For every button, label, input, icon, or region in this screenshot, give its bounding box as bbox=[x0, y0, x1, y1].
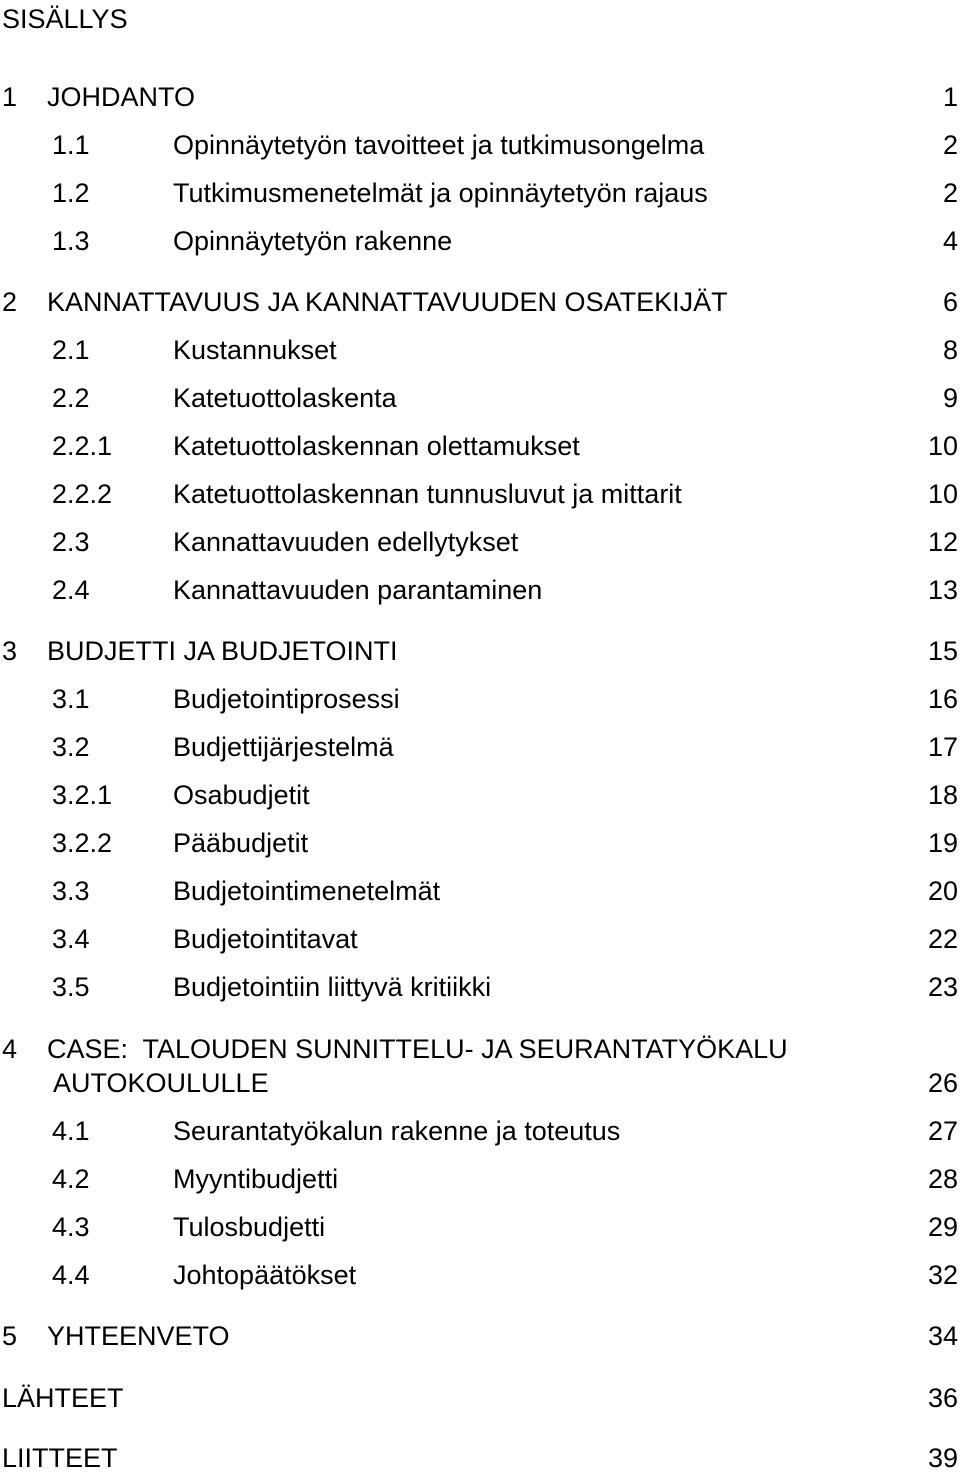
toc-entry-page: 10 bbox=[927, 479, 958, 509]
toc-entry bbox=[0, 778, 960, 812]
toc-entry-page: 17 bbox=[927, 732, 958, 762]
toc-entry-label-line1: CASE: TALOUDEN SUNNITTELU- JA SEURANTATYÖKALU bbox=[47, 1034, 788, 1064]
toc-entry-label: YHTEENVETO bbox=[47, 1321, 230, 1351]
toc-entry-label: Johtopäätökset bbox=[173, 1260, 357, 1290]
page-title: SISÄLLYS bbox=[2, 4, 128, 34]
toc-entry bbox=[0, 1162, 960, 1196]
toc-entry-page: 26 bbox=[927, 1068, 958, 1098]
toc-entry-number: 2.3 bbox=[52, 527, 90, 557]
toc-entry-page: 39 bbox=[927, 1443, 958, 1473]
toc-entry-number: 2.4 bbox=[52, 575, 90, 605]
toc-entry-number: 3.5 bbox=[52, 972, 90, 1002]
toc-entry bbox=[0, 333, 960, 367]
toc-entry bbox=[0, 1032, 960, 1100]
toc-entry bbox=[0, 429, 960, 463]
toc-entry-label: LÄHTEET bbox=[2, 1383, 124, 1413]
toc-entry-label: Katetuottolaskennan olettamukset bbox=[173, 431, 580, 461]
toc-entry bbox=[0, 224, 960, 258]
toc-entry-label: BUDJETTI JA BUDJETOINTI bbox=[47, 636, 398, 666]
toc-entry-label: Pääbudjetit bbox=[173, 828, 309, 858]
toc-entry-label: Budjettijärjestelmä bbox=[173, 732, 394, 762]
toc-entry-number: 1.3 bbox=[52, 226, 90, 256]
toc-entry-number: 3.2 bbox=[52, 732, 90, 762]
toc-entry-number: 2.2.1 bbox=[52, 431, 113, 461]
toc-entry-number: 5 bbox=[2, 1321, 18, 1351]
toc-entry bbox=[0, 176, 960, 210]
toc-entry-page: 2 bbox=[942, 178, 958, 208]
toc-entry-label bbox=[47, 1032, 788, 1100]
toc-entry-number: 1 bbox=[2, 82, 18, 112]
toc-entry-page: 36 bbox=[927, 1383, 958, 1413]
toc-entry-label: Tulosbudjetti bbox=[173, 1212, 326, 1242]
toc-entry bbox=[0, 477, 960, 511]
toc-entry bbox=[0, 826, 960, 860]
toc-entry-page: 2 bbox=[942, 130, 958, 160]
toc-entry-number: 3.2.1 bbox=[52, 780, 113, 810]
toc-entry-label: Kannattavuuden parantaminen bbox=[173, 575, 543, 605]
toc-entry bbox=[0, 1258, 960, 1292]
toc-entry-label: Katetuottolaskennan tunnusluvut ja mittarit bbox=[173, 479, 682, 509]
toc-entry-number: 4.1 bbox=[52, 1116, 90, 1146]
toc-entry bbox=[0, 922, 960, 956]
toc-entry-label-line2: AUTOKOULULLE bbox=[53, 1068, 269, 1098]
toc-entry-number: 2.1 bbox=[52, 335, 90, 365]
toc-entry-number: 1.2 bbox=[52, 178, 90, 208]
toc-entry-number: 2 bbox=[2, 287, 18, 317]
toc-entry-page: 10 bbox=[927, 431, 958, 461]
toc-entry bbox=[0, 1114, 960, 1148]
toc-entry bbox=[0, 381, 960, 415]
toc-entry-number: 1.1 bbox=[52, 130, 90, 160]
toc-entry-label: Budjetointiin liittyvä kritiikki bbox=[173, 972, 492, 1002]
toc-entry bbox=[0, 1381, 960, 1415]
toc-entry-label: Katetuottolaskenta bbox=[173, 383, 397, 413]
toc-entry-number: 4.4 bbox=[52, 1260, 90, 1290]
toc-entry bbox=[0, 1319, 960, 1353]
toc-entry-page: 27 bbox=[927, 1116, 958, 1146]
toc-entry-page: 4 bbox=[942, 226, 958, 256]
toc-entry-label: Osabudjetit bbox=[173, 780, 310, 810]
toc-entry bbox=[0, 80, 960, 114]
toc-entry-number: 3.4 bbox=[52, 924, 90, 954]
toc-entry-label: KANNATTAVUUS JA KANNATTAVUUDEN OSATEKIJÄT bbox=[47, 287, 728, 317]
toc-entry bbox=[0, 970, 960, 1004]
toc-entry-page: 12 bbox=[927, 527, 958, 557]
toc-entry-page: 22 bbox=[927, 924, 958, 954]
toc-entry-page: 20 bbox=[927, 876, 958, 906]
toc-entry-label: Kannattavuuden edellytykset bbox=[173, 527, 519, 557]
toc-entry-page: 6 bbox=[942, 287, 958, 317]
toc-entry bbox=[0, 128, 960, 162]
toc-entry-page: 9 bbox=[942, 383, 958, 413]
toc-entry-number: 2.2.2 bbox=[52, 479, 113, 509]
toc-entry-label: JOHDANTO bbox=[47, 82, 196, 112]
toc-entry-page: 8 bbox=[942, 335, 958, 365]
toc-entry-label: Tutkimusmenetelmät ja opinnäytetyön rajaus bbox=[173, 178, 708, 208]
toc-entry-number: 3.2.2 bbox=[52, 828, 113, 858]
toc-entry-label: Budjetointiprosessi bbox=[173, 684, 400, 714]
toc-entry-page: 34 bbox=[927, 1321, 958, 1351]
toc-entry-label: Budjetointitavat bbox=[173, 924, 358, 954]
toc-entry-page: 28 bbox=[927, 1164, 958, 1194]
toc-entry bbox=[0, 285, 960, 319]
toc-entry-label: Opinnäytetyön tavoitteet ja tutkimusongelma bbox=[173, 130, 705, 160]
toc-entry bbox=[0, 634, 960, 668]
toc-entry-label: Budjetointimenetelmät bbox=[173, 876, 441, 906]
toc-entry-page: 18 bbox=[927, 780, 958, 810]
toc-entry bbox=[0, 1441, 960, 1475]
toc-entry-label: LIITTEET bbox=[2, 1443, 118, 1473]
toc-entry bbox=[0, 573, 960, 607]
toc-entry bbox=[0, 1210, 960, 1244]
toc-entry-page: 15 bbox=[927, 636, 958, 666]
toc-entry-label: Opinnäytetyön rakenne bbox=[173, 226, 453, 256]
toc-entry-number: 3.3 bbox=[52, 876, 90, 906]
toc-entry-label: Kustannukset bbox=[173, 335, 337, 365]
toc-entry-label: Myyntibudjetti bbox=[173, 1164, 339, 1194]
toc-entry-number: 3 bbox=[2, 636, 18, 666]
toc-entry bbox=[0, 730, 960, 764]
toc-entry-page: 19 bbox=[927, 828, 958, 858]
toc-entry-number: 4 bbox=[2, 1034, 18, 1064]
toc-entry-page: 1 bbox=[942, 82, 958, 112]
toc-entry-number: 2.2 bbox=[52, 383, 90, 413]
toc-entry-number: 4.2 bbox=[52, 1164, 90, 1194]
toc-entry-page: 13 bbox=[927, 575, 958, 605]
toc-entry-number: 3.1 bbox=[52, 684, 90, 714]
toc-entry bbox=[0, 682, 960, 716]
toc-entry-page: 29 bbox=[927, 1212, 958, 1242]
toc-entry bbox=[0, 874, 960, 908]
toc-entry-label: Seurantatyökalun rakenne ja toteutus bbox=[173, 1116, 621, 1146]
toc-entry-page: 23 bbox=[927, 972, 958, 1002]
toc-entry bbox=[0, 525, 960, 559]
toc-entry-page: 32 bbox=[927, 1260, 958, 1290]
toc-entry-page: 16 bbox=[927, 684, 958, 714]
toc-entry-number: 4.3 bbox=[52, 1212, 90, 1242]
